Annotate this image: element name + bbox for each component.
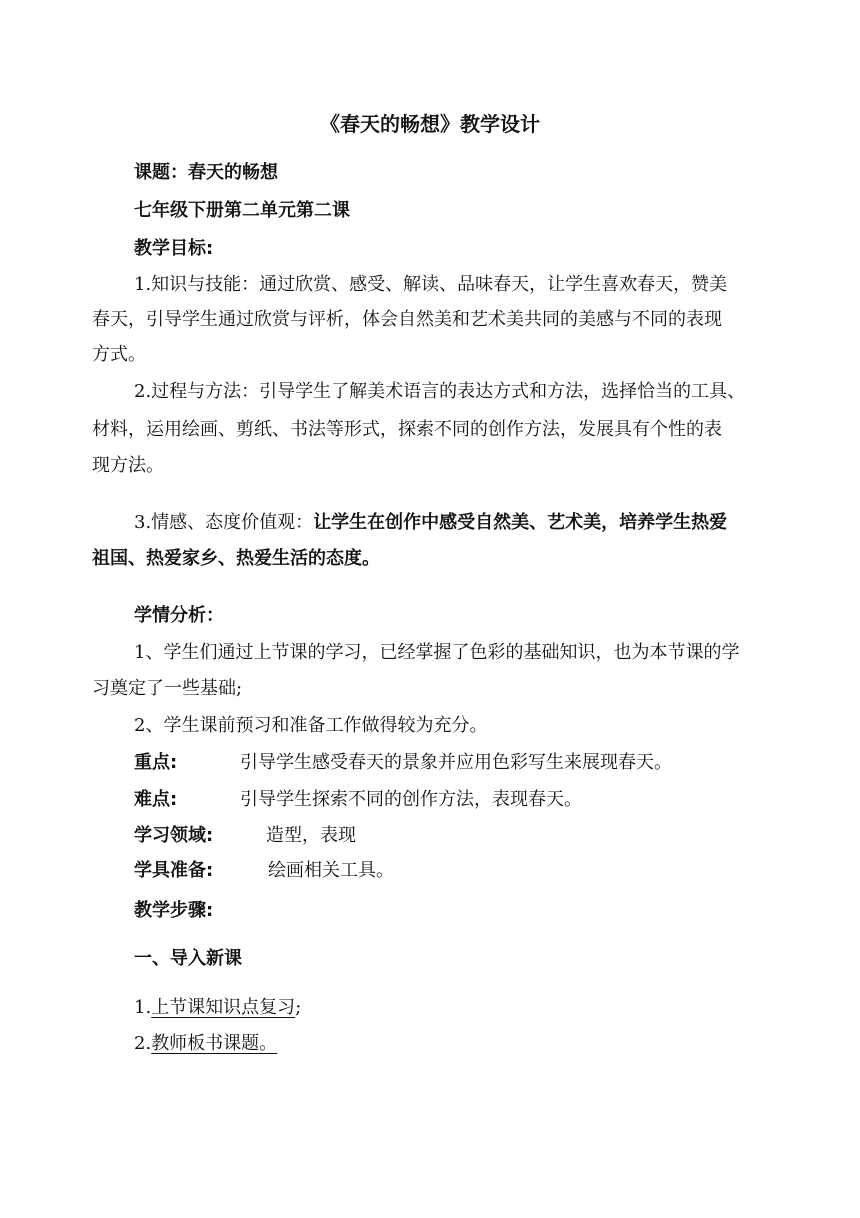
goal-2-line-1: 2.过程与方法：引导学生了解美术语言的表达方式和方法，选择恰当的工具、 xyxy=(134,381,746,402)
learning-domain-value: 造型，表现 xyxy=(266,825,356,846)
difficulty-value: 引导学生探索不同的创作方法，表现春天。 xyxy=(240,789,582,810)
goal-2-line-2: 材料，运用绘画、剪纸、书法等形式，探索不同的创作方法，发展具有个性的表 xyxy=(92,419,722,440)
goal-3-line-1 xyxy=(134,510,824,536)
step-item-2 xyxy=(134,1031,824,1057)
goal-3-bold-text: 让学生在创作中感受自然美、艺术美，培养学生热爱 xyxy=(313,512,728,533)
difficulty-row xyxy=(134,787,824,813)
step-item-1-text: 上节课知识点复习 xyxy=(151,997,296,1018)
step-item-2-text: 教师板书课题。 xyxy=(151,1033,278,1054)
goal-1-line-3: 方式。 xyxy=(92,344,146,365)
step-item-2-number: 2. xyxy=(134,1033,152,1054)
goal-3-prefix: 3.情感、态度价值观： xyxy=(134,512,314,533)
key-point-row xyxy=(134,750,824,776)
lesson-topic: 课题：春天的畅想 xyxy=(134,162,278,183)
step-item-1-number: 1. xyxy=(134,997,152,1018)
document-title: 《春天的畅想》教学设计 xyxy=(320,112,540,136)
goal-1-line-1: 1.知识与技能：通过欣赏、感受、解读、品味春天，让学生喜欢春天，赞美 xyxy=(134,274,728,295)
key-point-value: 引导学生感受春天的景象并应用色彩写生来展现春天。 xyxy=(240,752,672,773)
section-1-heading: 一、导入新课 xyxy=(134,948,242,969)
learning-domain-label: 学习领域: xyxy=(134,825,214,846)
materials-label: 学具准备: xyxy=(134,860,214,881)
step-item-1 xyxy=(134,995,824,1021)
grade-unit: 七年级下册第二单元第二课 xyxy=(134,200,350,221)
step-item-1-end: ; xyxy=(295,997,302,1018)
learning-domain-row xyxy=(134,823,824,849)
analysis-item-1-line-1: 1、学生们通过上节课的学习，已经掌握了色彩的基础知识，也为本节课的学 xyxy=(134,642,740,663)
materials-value: 绘画相关工具。 xyxy=(268,860,394,881)
difficulty-label: 难点: xyxy=(134,789,178,810)
goal-2-line-3: 现方法。 xyxy=(92,455,164,476)
materials-row xyxy=(134,858,824,884)
steps-heading: 教学步骤: xyxy=(134,900,214,921)
analysis-item-2: 2、学生课前预习和准备工作做得较为充分。 xyxy=(134,715,488,736)
key-point-label: 重点: xyxy=(134,752,178,773)
goals-heading: 教学目标: xyxy=(134,238,214,259)
goal-1-line-2: 春天，引导学生通过欣赏与评析，体会自然美和艺术美共同的美感与不同的表现 xyxy=(92,309,722,330)
analysis-heading: 学情分析： xyxy=(134,605,224,626)
goal-3-line-2: 祖国、热爱家乡、热爱生活的态度。 xyxy=(92,548,380,569)
analysis-item-1-line-2: 习奠定了一些基础; xyxy=(92,678,243,699)
